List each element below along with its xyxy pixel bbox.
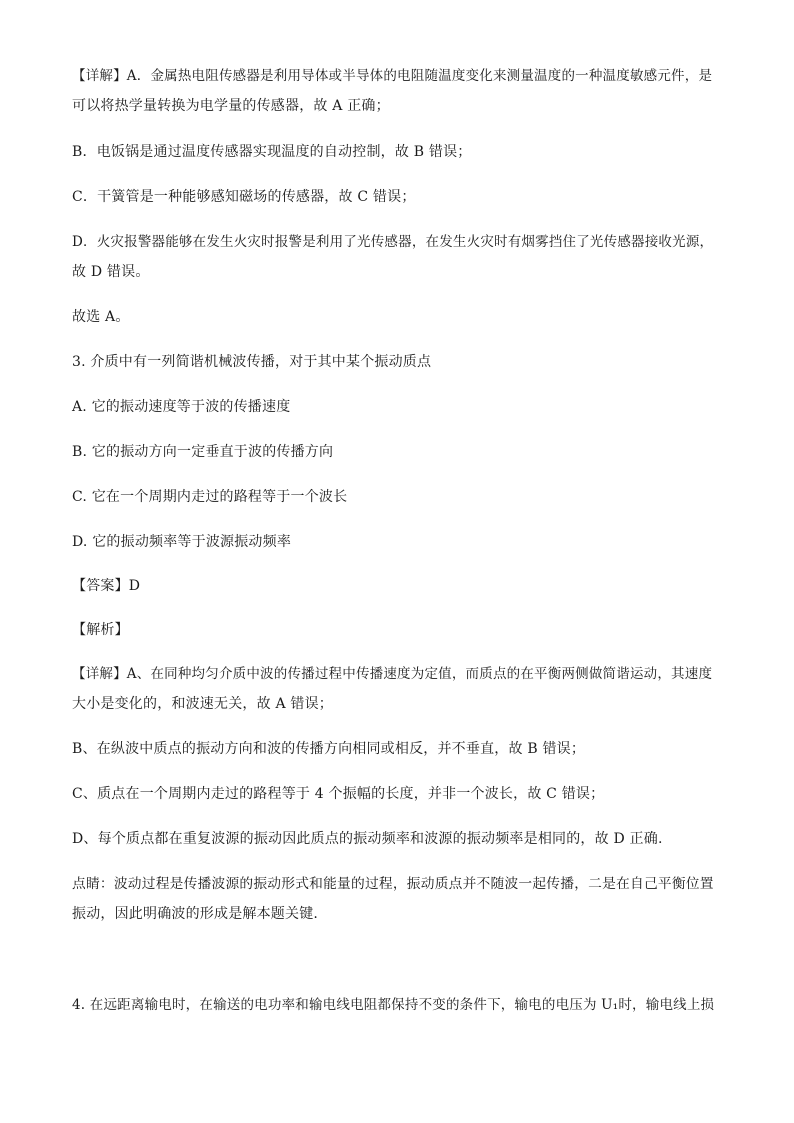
explanation-line: C、质点在一个周期内走过的路程等于 4 个振幅的长度，并非一个波长，故 C 错误； [72, 786, 605, 802]
explanation-line: B．电饭锅是通过温度传感器实现温度的自动控制，故 B 错误； [72, 144, 472, 160]
explanation-line: C．干簧管是一种能够感知磁场的传感器，故 C 错误； [72, 189, 416, 205]
option-d: D. 它的振动频率等于波源振动频率 [72, 534, 292, 550]
option-c: C. 它在一个周期内走过的路程等于一个波长 [72, 489, 348, 505]
answer-line: 【答案】D [72, 578, 141, 594]
comment-line: 点睛：波动过程是传播波源的振动形式和能量的过程，振动质点并不随波一起传播，二是在自己平衡位置 [72, 876, 714, 892]
explanation-line: 【详解】A、在同种均匀介质中波的传播过程中传播速度为定值，而质点的在平衡两侧做简谐运动，其速度 [72, 666, 713, 682]
explanation-line: 【详解】A．金属热电阻传感器是利用导体或半导体的电阻随温度变化来测量温度的一种温度敏感元件，是 [72, 68, 713, 84]
explanation-line: D、每个质点都在重复波源的振动因此质点的振动频率和波源的振动频率是相同的，故 D 正确. [72, 831, 663, 847]
option-b: B. 它的振动方向一定垂直于波的传播方向 [72, 444, 334, 460]
question-stem: 3. 介质中有一列简谐机械波传播，对于其中某个振动质点 [72, 354, 432, 370]
explanation-line: 故 D 错误。 [72, 264, 150, 280]
explanation-line: 可以将热学量转换为电学量的传感器，故 A 正确； [72, 98, 390, 114]
question-stem: 4. 在远距离输电时，在输送的电功率和输电线电阻都保持不变的条件下，输电的电压为 U₁时，输电线上损 [72, 997, 715, 1013]
explanation-line: B、在纵波中质点的振动方向和波的传播方向相同或相反，并不垂直，故 B 错误； [72, 741, 586, 757]
option-a: A. 它的振动速度等于波的传播速度 [72, 399, 291, 415]
analysis-heading: 【解析】 [72, 622, 129, 638]
explanation-line: 大小是变化的，和波速无关，故 A 错误； [72, 696, 334, 712]
conclusion-line: 故选 A。 [72, 309, 130, 325]
comment-line: 振动，因此明确波的形成是解本题关键. [72, 906, 319, 922]
explanation-line: D．火灾报警器能够在发生火灾时报警是利用了光传感器，在发生火灾时有烟雾挡住了光传感器接收光源， [72, 234, 714, 250]
